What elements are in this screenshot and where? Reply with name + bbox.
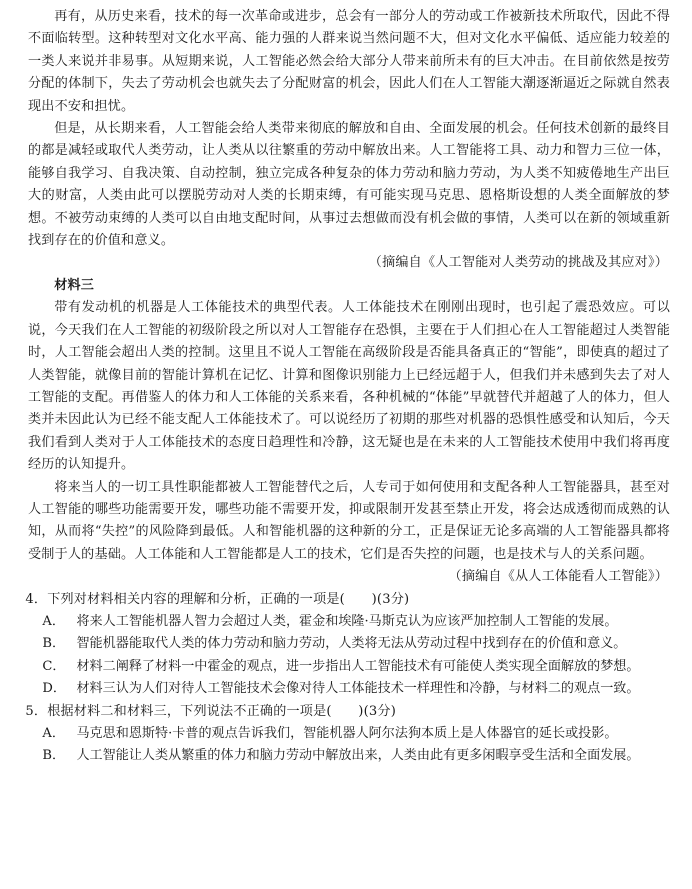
question-4 bbox=[25, 589, 670, 701]
option-key: A． bbox=[42, 726, 65, 741]
option-text: 材料三认为人们对待人工智能技术会像对待人工体能技术一样理性和冷静，与材料二的观点一致。 bbox=[76, 681, 640, 697]
paragraph-long-term: 但是，从长期来看，人工智能会给人类带来彻底的解放和自由、全面发展的机会。任何技术创新的最终目的都是减轻或取代人类劳动，让人类从以往繁重的劳动中解放出来。人工智能将工具、动力和智力三位一体，能够自我学习、自我决策、自动控制，独立完成各种复杂的体力劳动和脑力劳动，为人类不知疲倦地生产出巨大的财富，人类由此可以摆脱劳动对人类的长期束缚，有可能实现马克思、恩格斯设想的人类全面解放的梦想。不被劳动束缚的人类可以自由地支配时间，从事过去想做而没有机会做的事情，人类可以在新的领域重新找到存在的价值和意义。 bbox=[28, 121, 670, 249]
source-citation-2: （摘编自《从人工体能看人工智能》） bbox=[448, 569, 668, 585]
question-stem: 4．下列对材料相关内容的理解和分析，正确的一项是( )(3分) bbox=[25, 591, 410, 607]
option-key: B． bbox=[42, 636, 66, 652]
material-3-heading: 材料三 bbox=[54, 277, 95, 293]
source-citation-1: （摘编自《人工智能对人类劳动的挑战及其应对》） bbox=[368, 255, 668, 271]
option-text: 材料二阐释了材料一中霍金的观点，进一步指出人工智能技术有可能使人类实现全面解放的梦想。 bbox=[76, 658, 640, 674]
option-key: B． bbox=[42, 748, 66, 764]
option-b bbox=[28, 633, 670, 655]
option-text: 将来人工智能机器人智力会超过人类，霍金和埃隆·马斯克认为应该严加控制人工智能的发展。 bbox=[76, 613, 618, 629]
option-text: 智能机器能取代人类的体力劳动和脑力劳动，人类将无法从劳动过程中找到存在的价值和意义。 bbox=[76, 636, 627, 652]
option-text: 人工智能让人类从繁重的体力和脑力劳动中解放出来，人类由此有更多闲暇享受生活和全面发展。 bbox=[76, 748, 640, 764]
question-stem: 5．根据材料二和材料三，下列说法不正确的一项是( )(3分) bbox=[25, 703, 397, 719]
option-a bbox=[28, 723, 670, 745]
option-b bbox=[28, 745, 670, 767]
option-key: C． bbox=[42, 658, 66, 674]
option-c bbox=[28, 656, 670, 678]
option-key: D． bbox=[42, 681, 66, 697]
paragraph-engine-machines: 带有发动机的机器是人工体能技术的典型代表。人工体能技术在刚刚出现时，也引起了震恐效应。可以说，今天我们在人工智能的初级阶段之所以对人工智能存在恐惧，主要在于人们担心在人工智能超过人类智能时，人工智能会超出人类的控制。这里且不说人工智能在高级阶段是否能具备真正的“智能”，即使真的超过了人类智能，就像目前的智能计算机在记忆、计算和图像识别能力上已经远超于人，但我们并未感到失去了对人工智能的支配。再借鉴人的体力和人工体能的关系来看，各种机械的“体能”早就替代并超越了人的体力，但人类并未因此认为已经不能支配人工体能技术了。可以说经历了初期的那些对机器的恐惧性感受和认知后，今天我们看到人类对于人工体能技术的态度日趋理性和冷静，这无疑也是在未来的人工智能技术使用中我们将再度经历的认知提升。 bbox=[28, 300, 670, 473]
option-d bbox=[28, 678, 670, 700]
paragraph-future-division: 将来当人的一切工具性职能都被人工智能替代之后，人专司于如何使用和支配各种人工智能器具，甚至对人工智能的哪些功能需要开发，哪些功能不需要开发，抑或限制开发甚至禁止开发，将会达成透彻而成熟的认知，从而将“失控”的风险降到最低。人和智能机器的这种新的分工，正是保证无论多高端的人工智能器具都将受制于人的基础。人工体能和人工智能都是人工的技术，它们是否失控的问题，也是技术与人的关系问题。 bbox=[28, 479, 670, 562]
question-5 bbox=[25, 701, 670, 768]
paragraph-transition: 再有，从历史来看，技术的每一次革命或进步，总会有一部分人的劳动或工作被新技术所取代，因此不得不面临转型。这种转型对文化水平高、能力强的人群来说当然问题不大，但对文化水平偏低、适应能力较差的一类人来说并非易事。从短期来说，人工智能必然会给大部分人带来前所未有的巨大冲击。在目前依然是按劳分配的体制下，失去了劳动机会也就失去了分配财富的机会，因此人们在人工智能大潮逐渐逼近之际就自然表现出不安和担忧。 bbox=[28, 9, 670, 114]
option-key: A． bbox=[42, 613, 65, 629]
option-a bbox=[28, 611, 670, 633]
option-text: 马克思和恩斯特·卡普的观点告诉我们，智能机器人阿尔法狗本质上是人体器官的延长或投影。 bbox=[76, 726, 618, 741]
